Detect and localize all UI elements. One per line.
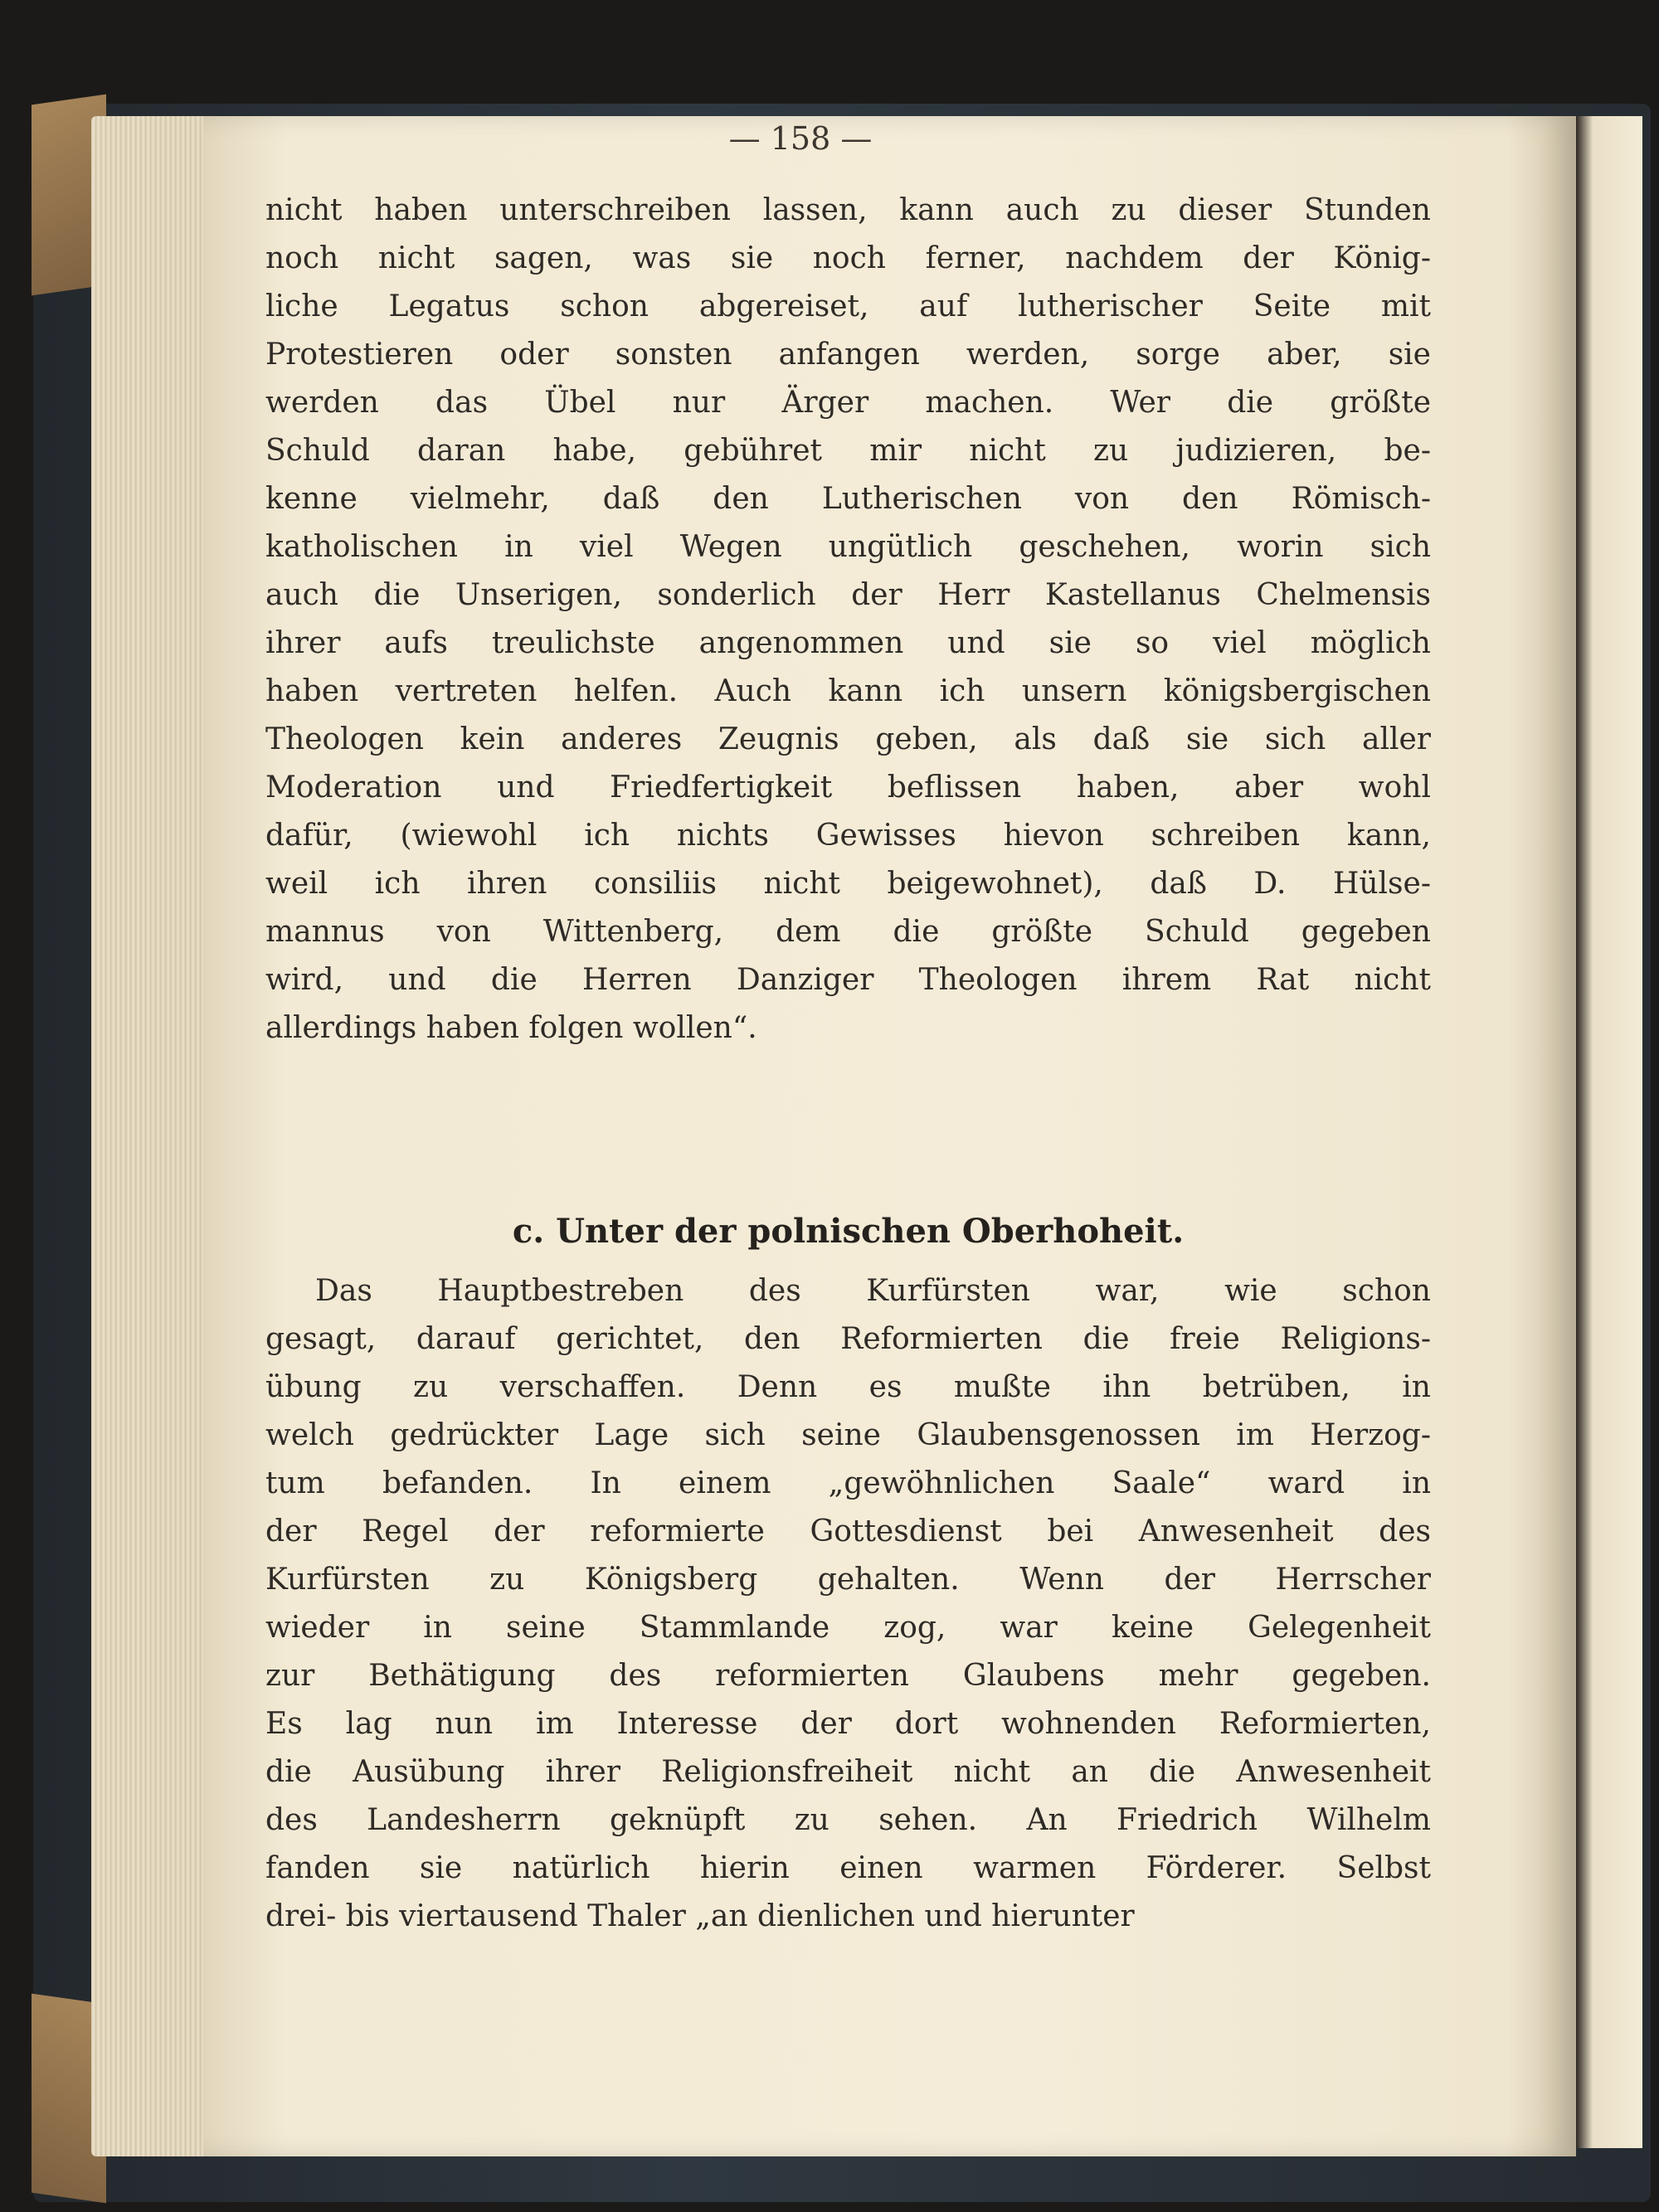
text-line: nicht haben unterschreiben lassen, kann auch zu dieser Stunden (265, 193, 1431, 227)
text-line: haben vertreten helfen. Auch kann ich unsern königsbergischen (265, 674, 1431, 708)
text-line: mannus von Wittenberg, dem die größte Schuld gegeben (265, 915, 1431, 949)
paragraph-top (265, 187, 1431, 1053)
page-edges (91, 116, 207, 2156)
text-line: auch die Unserigen, sonderlich der Herr Kastellanus Chelmensis (265, 578, 1431, 612)
facing-page-edge (1576, 116, 1642, 2148)
text-line: dafür, (wiewohl ich nichts Gewisses hievon schreiben kann, (265, 819, 1431, 853)
text-line: der Regel der reformierte Gottesdienst bei Anwesenheit des (265, 1514, 1431, 1548)
text-line: welch gedrückter Lage sich seine Glaubensgenossen im Herzog- (265, 1418, 1431, 1452)
text-line: Theologen kein anderes Zeugnis geben, als daß sie sich aller (265, 722, 1431, 756)
page-number: — 158 — (728, 120, 873, 157)
text-line: drei- bis viertausend Thaler „an dienlichen und hierunter (265, 1899, 1135, 1933)
text-line: die Ausübung ihrer Religionsfreiheit nicht an die Anwesenheit (265, 1755, 1431, 1789)
text-line: fanden sie natürlich hierin einen warmen Förderer. Selbst (265, 1851, 1431, 1885)
text-line: noch nicht sagen, was sie noch ferner, nachdem der König- (265, 241, 1431, 275)
text-line: übung zu verschaffen. Denn es mußte ihn betrüben, in (265, 1370, 1431, 1404)
text-line: Protestieren oder sonsten anfangen werden, sorge aber, sie (265, 338, 1431, 372)
text-line: wieder in seine Stammlande zog, war keine Gelegenheit (265, 1611, 1431, 1645)
text-line: katholischen in viel Wegen ungütlich geschehen, worin sich (265, 530, 1431, 564)
text-line: Moderation und Friedfertigkeit beflissen haben, aber wohl (265, 771, 1431, 805)
text-line: werden das Übel nur Ärger machen. Wer die größte (265, 386, 1431, 420)
text-line: Schuld daran habe, gebühret mir nicht zu judizieren, be- (265, 434, 1431, 468)
paragraph-bottom (265, 1267, 1431, 1941)
text-line: weil ich ihren consiliis nicht beigewohnet), daß D. Hülse- (265, 867, 1431, 901)
text-line: Das Hauptbestreben des Kurfürsten war, wie schon (315, 1274, 1431, 1308)
text-line: ihrer aufs treulichste angenommen und sie so viel möglich (265, 626, 1431, 660)
text-line: zur Bethätigung des reformierten Glaubens mehr gegeben. (265, 1659, 1431, 1693)
section-heading: c. Unter der polnischen Oberhoheit. (512, 1212, 1185, 1251)
text-line: liche Legatus schon abgereiset, auf lutherischer Seite mit (265, 289, 1431, 323)
text-line: kenne vielmehr, daß den Lutherischen von den Römisch- (265, 482, 1431, 516)
text-line: gesagt, darauf gerichtet, den Reformierten die freie Religions- (265, 1322, 1431, 1356)
text-line: allerdings haben folgen wollen“. (265, 1011, 757, 1045)
text-line: Kurfürsten zu Königsberg gehalten. Wenn der Herrscher (265, 1563, 1431, 1597)
text-line: des Landesherrn geknüpft zu sehen. An Friedrich Wilhelm (265, 1803, 1431, 1837)
text-line: wird, und die Herren Danziger Theologen ihrem Rat nicht (265, 963, 1431, 997)
text-line: tum befanden. In einem „gewöhnlichen Saale“ ward in (265, 1466, 1431, 1500)
text-line: Es lag nun im Interesse der dort wohnenden Reformierten, (265, 1707, 1431, 1741)
